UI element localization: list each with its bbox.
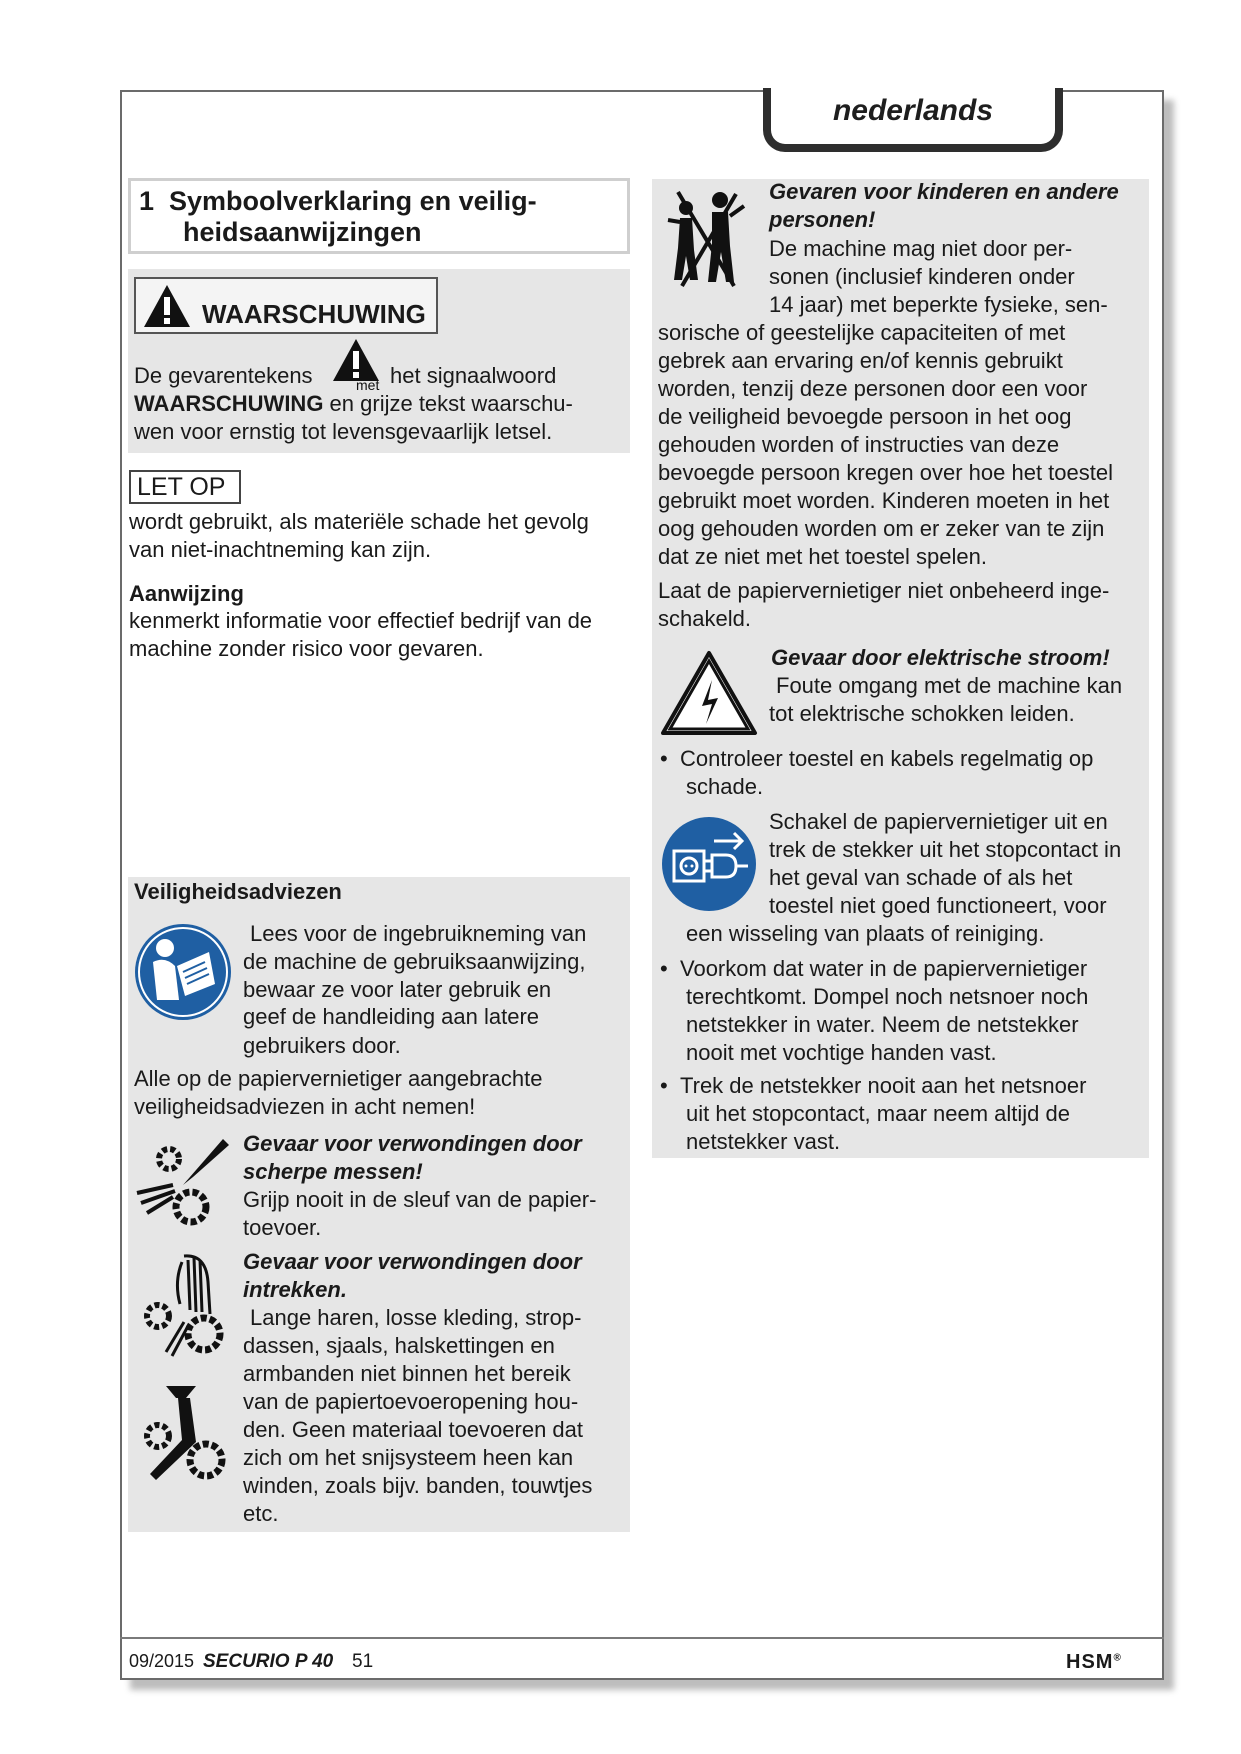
children-line: worden, tenzij deze personen door een voor xyxy=(658,376,1088,401)
bullet: • xyxy=(660,956,668,981)
language-label: nederlands xyxy=(832,94,994,127)
children-line: de veiligheid bevoegde persoon in het oog xyxy=(658,404,1072,429)
children-line: sorische of geestelijke capaciteiten of met xyxy=(658,320,1066,345)
manual-line: gebruikers door. xyxy=(243,1033,401,1058)
unplug-line: toestel niet goed functioneert, voor xyxy=(769,893,1107,918)
warning-line1 xyxy=(134,362,313,390)
pull-title-line: intrekken. xyxy=(243,1277,347,1302)
unplug-line: een wisseling van plaats of reiniging. xyxy=(686,921,1045,946)
bullet1-line: schade. xyxy=(686,774,764,799)
unplug-icon xyxy=(660,815,758,913)
warning-line2-rest: en grijze tekst waarschu- xyxy=(323,391,573,416)
pull-line: zich om het snijsysteem heen kan xyxy=(243,1445,574,1470)
notice-line2: van niet-inachtneming kan zijn. xyxy=(129,537,432,562)
unattended-line: Laat de papiervernietiger niet onbeheerd inge- xyxy=(658,578,1110,603)
manual-line: de machine de gebruiksaanwijzing, xyxy=(243,949,586,974)
electric-line: tot elektrische schokken leiden. xyxy=(769,701,1075,726)
unplug-line: het geval van schade of als het xyxy=(769,865,1073,890)
footer-divider xyxy=(120,1637,1164,1639)
pull-title-line: Gevaar voor verwondingen door xyxy=(243,1249,582,1274)
bullet3-line: Trek de netstekker nooit aan het netsnoer xyxy=(680,1073,1087,1098)
warning-line3: wen voor ernstig tot levensgevaarlijk letsel. xyxy=(134,419,553,444)
section-heading xyxy=(128,178,630,254)
bullet: • xyxy=(660,1073,668,1098)
safety-title: Veiligheidsadviezen xyxy=(134,879,342,904)
section-number: 1 xyxy=(139,186,155,216)
manual-line: geef de handleiding aan latere xyxy=(243,1004,540,1029)
children-line: sonen (inclusief kinderen onder xyxy=(769,264,1075,289)
bullet2-line: Voorkom dat water in de papiervernietiger xyxy=(680,956,1088,981)
knives-line: Grijp nooit in de sleuf van de papier- xyxy=(243,1187,597,1212)
electric-line: Foute omgang met de machine kan xyxy=(776,673,1123,698)
children-line: De machine mag niet door per- xyxy=(769,236,1073,261)
hint-title: Aanwijzing xyxy=(129,581,244,606)
manual-line: Lees voor de ingebruikneming van xyxy=(250,921,587,946)
pull-line: den. Geen materiaal toevoeren dat xyxy=(243,1417,584,1442)
footer-model: SECURIO P 40 xyxy=(203,1651,334,1672)
children-line: gebruikt moet worden. Kinderen moeten in het xyxy=(658,488,1110,513)
bullet2-line: terechtkomt. Dompel noch netsnoer noch xyxy=(686,984,1089,1009)
tie-entanglement-hazard-icon xyxy=(136,1384,236,1496)
bullet2-line: nooit met vochtige handen vast. xyxy=(686,1040,997,1065)
pull-line: winden, zoals bijv. banden, touwtjes xyxy=(243,1473,593,1498)
notice-label: LET OP xyxy=(129,470,241,504)
bullet1-line: Controleer toestel en kabels regelmatig op xyxy=(680,746,1094,771)
bullet2-line: netstekker in water. Neem de netstekker xyxy=(686,1012,1079,1037)
warning-line1-a: De gevarentekens xyxy=(134,363,313,388)
children-line: gehouden worden of instructies van deze xyxy=(658,432,1060,457)
unattended-line: schakeld. xyxy=(658,606,751,631)
warning-line2 xyxy=(134,390,573,418)
footer-page-number: 51 xyxy=(352,1651,374,1672)
children-title-line: personen! xyxy=(769,207,876,232)
warning-line2-bold: WAARSCHUWING xyxy=(134,391,324,416)
children-line: bevoegde persoon kregen over hoe het toestel xyxy=(658,460,1113,485)
manual-line: bewaar ze voor later gebruik en xyxy=(243,977,552,1002)
electric-hazard-icon xyxy=(660,650,758,736)
warning-line1-b: het signaalwoord xyxy=(390,363,557,388)
pull-line: armbanden niet binnen het bereik xyxy=(243,1361,571,1386)
children-line: 14 jaar) met beperkte fysieke, sen- xyxy=(769,292,1108,317)
sharp-knives-hazard-icon xyxy=(133,1133,233,1233)
knives-title-line: Gevaar voor verwondingen door xyxy=(243,1131,582,1156)
machine-advice-line: Alle op de papiervernietiger aangebrachte xyxy=(134,1066,543,1091)
read-manual-icon xyxy=(133,922,233,1022)
unplug-line: Schakel de papiervernietiger uit en xyxy=(769,809,1108,834)
footer-date: 09/2015 xyxy=(129,1651,195,1671)
bullet: • xyxy=(660,746,668,771)
bullet3-line: netstekker vast. xyxy=(686,1129,841,1154)
hair-entanglement-hazard-icon xyxy=(136,1252,236,1364)
children-hazard-icon xyxy=(664,186,748,290)
pull-line: etc. xyxy=(243,1501,279,1526)
warning-line1-hidden: met xyxy=(356,377,380,393)
knives-title-line: scherpe messen! xyxy=(243,1159,423,1184)
knives-line: toevoer. xyxy=(243,1215,322,1240)
bullet3-line: uit het stopcontact, maar neem altijd de xyxy=(686,1101,1070,1126)
section-title-line2: heidsaanwijzingen xyxy=(183,217,422,247)
warning-label xyxy=(134,277,438,334)
children-line: gebrek aan ervaring en/of kennis gebruikt xyxy=(658,348,1063,373)
footer-brand: HSM xyxy=(1066,1651,1114,1673)
pull-line: Lange haren, losse kleding, strop- xyxy=(250,1305,582,1330)
footer-brand-logo xyxy=(1066,1651,1122,1674)
section-title-line1: Symboolverklaring en veilig- xyxy=(169,186,537,216)
electric-title: Gevaar door elektrische stroom! xyxy=(771,645,1110,670)
footer-brand-mark: ® xyxy=(1113,1652,1122,1664)
unplug-line: trek de stekker uit het stopcontact in xyxy=(769,837,1122,862)
pull-line: van de papiertoevoeropening hou- xyxy=(243,1389,579,1414)
children-line: dat ze niet met het toestel spelen. xyxy=(658,544,987,569)
children-title-line: Gevaren voor kinderen en andere xyxy=(769,179,1119,204)
language-tab xyxy=(763,88,1063,152)
notice-line1: wordt gebruikt, als materiële schade het gevolg xyxy=(129,509,589,534)
children-line: oog gehouden worden om er zeker van te zijn xyxy=(658,516,1105,541)
machine-advice-line: veiligheidsadviezen in acht nemen! xyxy=(134,1094,476,1119)
hint-line2: machine zonder risico voor gevaren. xyxy=(129,636,484,661)
pull-line: dassen, sjaals, halskettingen en xyxy=(243,1333,555,1358)
warning-signal-word: WAARSCHUWING xyxy=(202,299,426,329)
hint-line1: kenmerkt informatie voor effectief bedrijf van de xyxy=(129,608,593,633)
warning-triangle-icon xyxy=(142,283,192,329)
